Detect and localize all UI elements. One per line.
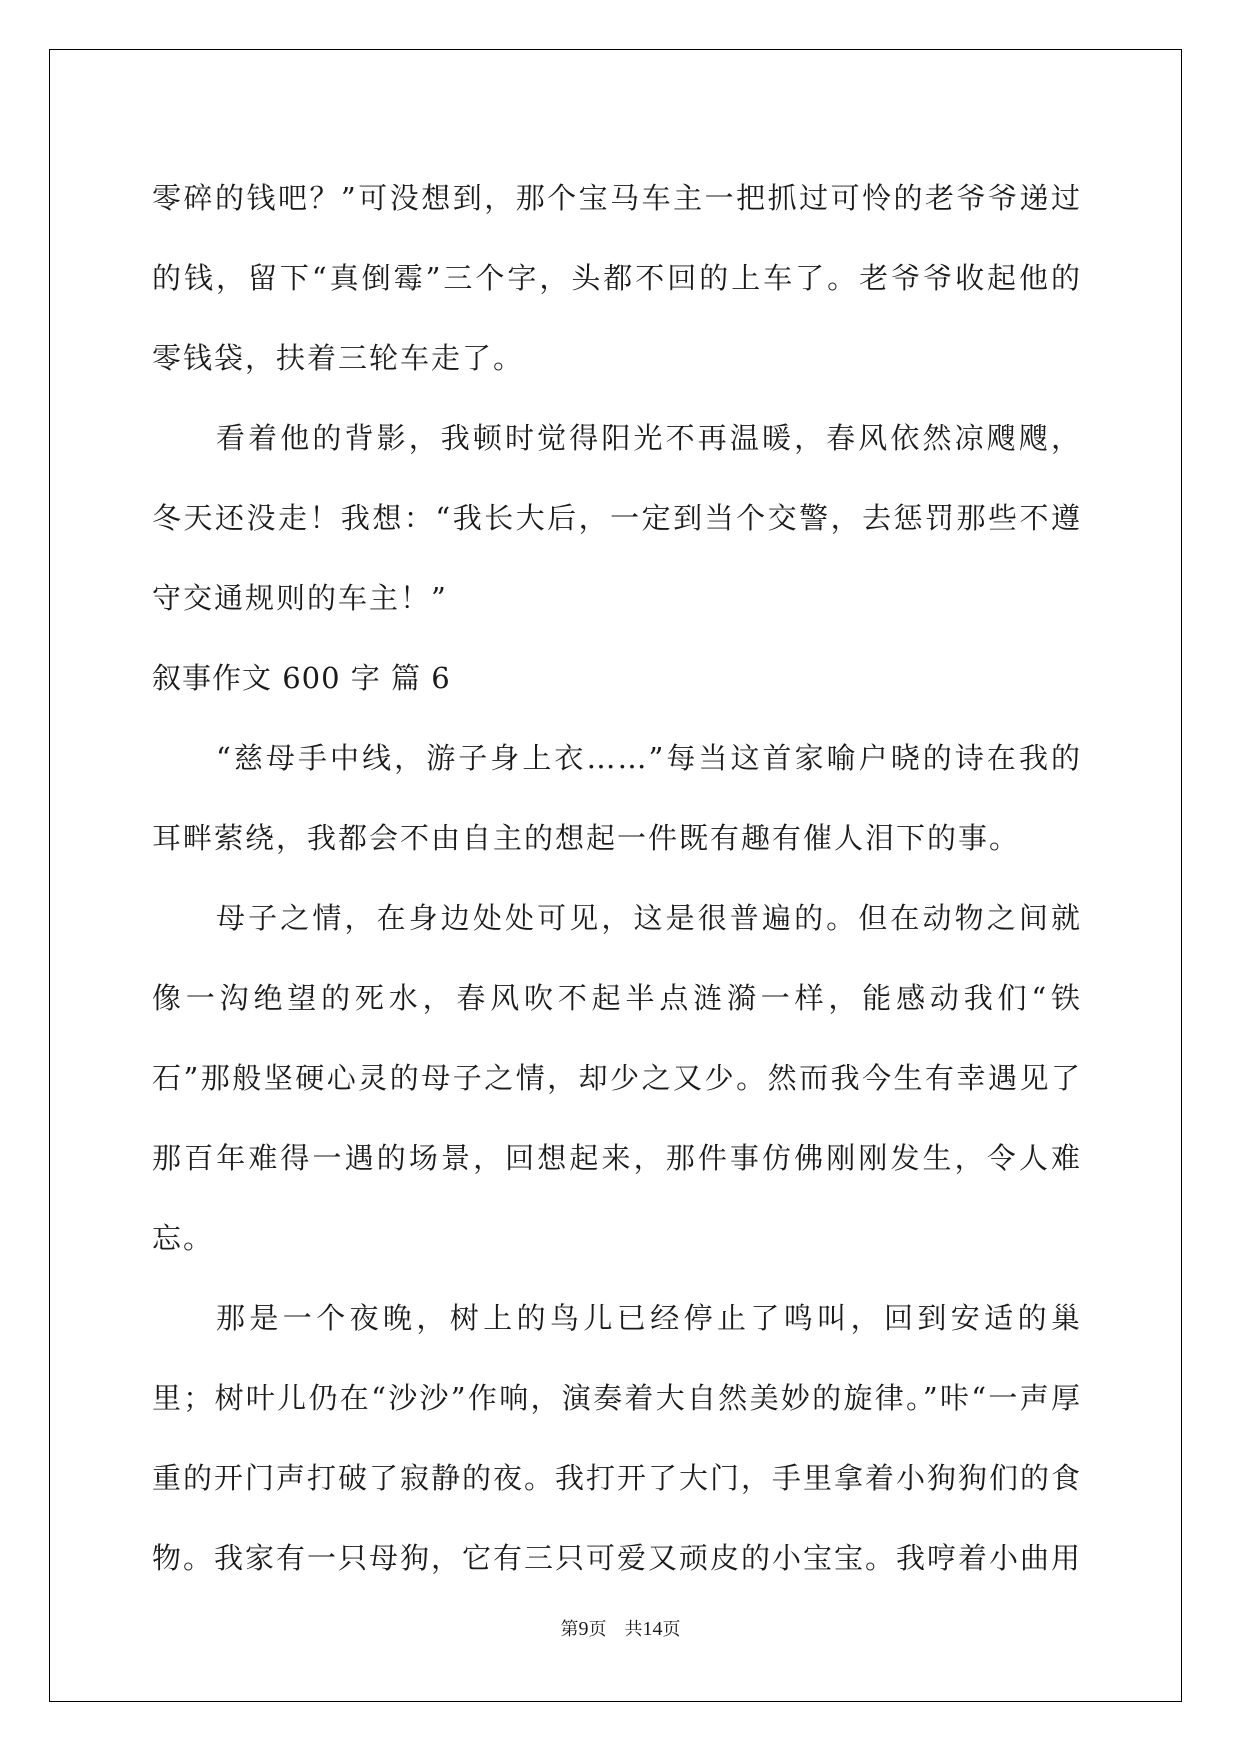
total-unit: 页 (662, 1619, 681, 1640)
paragraph-poem-quote: “慈母手中线，游子身上衣……”每当这首家喻户晓的诗在我的耳畔萦绕，我都会不由自主的想起一件既有趣有催人泪下的事。 (152, 741, 1082, 855)
paragraph-mother-child: 母子之情，在身边处处可见，这是很普遍的。但在动物之间就像一沟绝望的死水，春风吹不起半点涟漪一样，能感动我们“铁石”那般坚硬心灵的母子之情，却少之又少。然而我今生有幸遇见了那百年难得一遇的场景，回想起来，那件事仿佛刚刚发生，令人难忘。 (152, 901, 1082, 1255)
page-unit: 页 (588, 1619, 607, 1640)
paragraph-continued: 零碎的钱吧？”可没想到，那个宝马车主一把抓过可怜的老爷爷递过的钱，留下“真倒霉”三个字，头都不回的上车了。老爷爷收起他的零钱袋，扶着三轮车走了。 (152, 181, 1082, 375)
total-page-number: 14 (642, 1618, 663, 1640)
paragraph-night-scene: 那是一个夜晚，树上的鸟儿已经停止了鸣叫，回到安适的巢里；树叶儿仍在“沙沙”作响，演奏着大自然美妙的旋律。”咔“一声厚重的开门声打破了寂静的夜。我打开了大门，手里拿着小狗狗们的食物。我家有一只母狗，它有三只可爱又顽皮的小宝宝。我哼着小曲用 (152, 1301, 1083, 1575)
page-footer (0, 1615, 1241, 1641)
paragraph-back-view: 看着他的背影，我顿时觉得阳光不再温暖，春风依然凉飕飕，冬天还没走！我想：“我长大后，一定到当个交警，去惩罚那些不遵守交通规则的车主！” (152, 421, 1082, 615)
page-prefix: 第 (560, 1619, 579, 1640)
current-page-number: 9 (578, 1618, 589, 1640)
total-prefix: 共 (624, 1619, 643, 1640)
document-body (152, 158, 1082, 1598)
section-heading: 叙事作文 600 字 篇 6 (152, 661, 451, 695)
